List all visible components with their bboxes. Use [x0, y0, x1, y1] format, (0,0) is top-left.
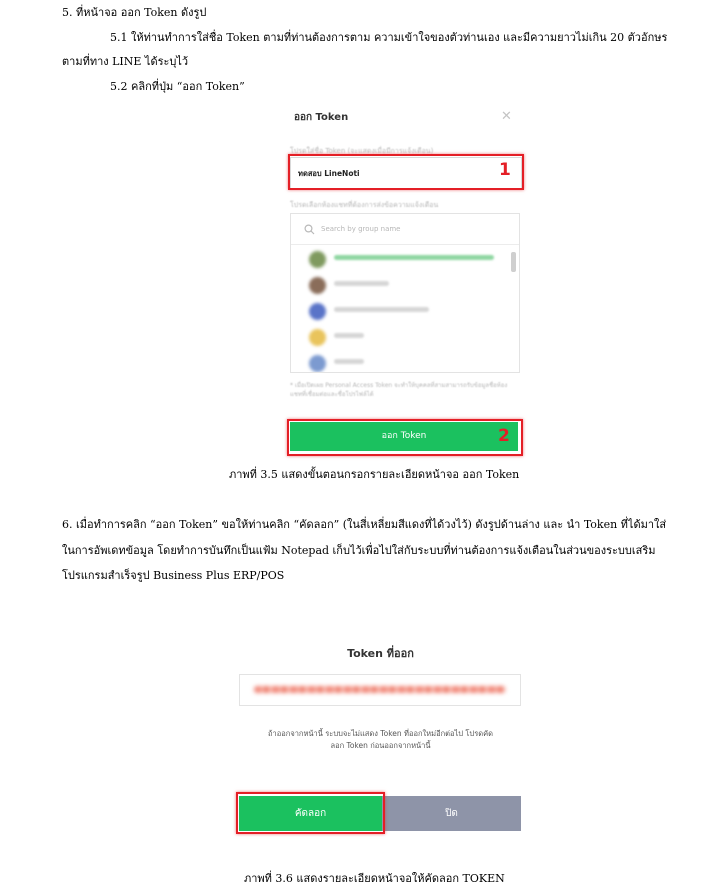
avatar — [309, 251, 326, 268]
search-icon — [304, 224, 315, 235]
scrollbar[interactable] — [511, 252, 516, 272]
highlight-box-2 — [287, 419, 523, 456]
token-value-blurred — [254, 686, 506, 693]
step6-line2: ในการอัพเดทข้อมูล โดยทำการบันทึกเป็นแฟ้ม Notepad เก็บไว้เพื่อไปใส่กับระบบที่ท่านต้องการแจ้งเตือนในส่วนของระบบเสริม — [62, 544, 656, 557]
list-item[interactable] — [309, 249, 499, 271]
list-item[interactable] — [309, 301, 499, 323]
highlight-box-copy — [236, 792, 385, 834]
token-value-field[interactable] — [239, 674, 521, 706]
footnote: * เมื่อเปิดเผย Personal Access Token จะทำให้บุคคลที่สามสามารถรับข้อมูลชื่อห้องแชทที่เชื่อมต่อและชื่อโปรไฟล์ได้ — [290, 382, 508, 398]
highlight-box-1 — [288, 154, 524, 190]
group-label: โปรดเลือกห้องแชทที่ต้องการส่งข้อความแจ้งเตือน — [290, 201, 439, 209]
step5-heading: 5. ที่หน้าจอ ออก Token ดังรูป — [62, 6, 207, 19]
dialog-title: ออก Token — [294, 112, 349, 123]
marker-1: 1 — [499, 160, 511, 180]
avatar — [309, 303, 326, 320]
copy-button[interactable]: คัดลอก — [239, 796, 382, 831]
avatar — [309, 277, 326, 294]
step5-1-line2: ตามที่ทาง LINE ได้ระบุไว้ — [62, 55, 189, 68]
marker-2: 2 — [498, 426, 510, 446]
caption-3-6: ภาพที่ 3.6 แสดงรายละเอียดหน้าจอให้คัดลอก TOKEN — [244, 872, 505, 885]
notice-line2: ลอก Token ก่อนออกจากหน้านี้ — [330, 741, 431, 750]
search-placeholder: Search by group name — [321, 225, 401, 233]
group-list — [290, 213, 520, 373]
close-button[interactable]: ปิด — [382, 796, 521, 831]
issued-token-title: Token ที่ออก — [347, 647, 414, 660]
search-field[interactable] — [291, 214, 519, 245]
avatar — [309, 329, 326, 346]
step5-1-line1: 5.1 ให้ท่านทำการใส่ชื่อ Token ตามที่ท่านต้องการตาม ความเข้าใจของตัวท่านเอง และมีความยาวไม่เกิน 20 ตัวอักษร — [110, 31, 668, 44]
token-name-value: ทดสอบ LineNoti — [298, 169, 360, 178]
issue-token-button[interactable]: ออก Token — [290, 422, 518, 451]
list-item[interactable] — [309, 327, 499, 349]
step5-2: 5.2 คลิกที่ปุ่ม “ออก Token” — [110, 80, 245, 93]
list-item[interactable] — [309, 353, 499, 373]
close-icon[interactable]: ✕ — [501, 109, 512, 124]
step6-line1: 6. เมื่อทำการคลิก “ออก Token” ขอให้ท่านคลิก “คัดลอก” (ในสี่เหลี่ยมสีแดงที่ได้วงไว้) ดังรูปด้านล่าง และ นำ Token ที่ได้มาใส่ — [62, 518, 667, 531]
step6-line3: โปรแกรมสำเร็จรูป Business Plus ERP/POS — [62, 569, 285, 582]
list-item[interactable] — [309, 275, 499, 297]
notice-line1: ถ้าออกจากหน้านี้ ระบบจะไม่แสดง Token ที่ออกใหม่อีกต่อไป โปรดคัด — [268, 729, 493, 738]
issue-token-dialog — [280, 100, 530, 470]
token-name-label: โปรดใส่ชื่อ Token (จะแสดงเมื่อมีการแจ้งเตือน) — [290, 147, 434, 155]
avatar — [309, 355, 326, 372]
issued-token-dialog — [228, 588, 533, 843]
caption-3-5: ภาพที่ 3.5 แสดงขั้นตอนกรอกรายละเอียดหน้าจอ ออก Token — [229, 468, 520, 481]
